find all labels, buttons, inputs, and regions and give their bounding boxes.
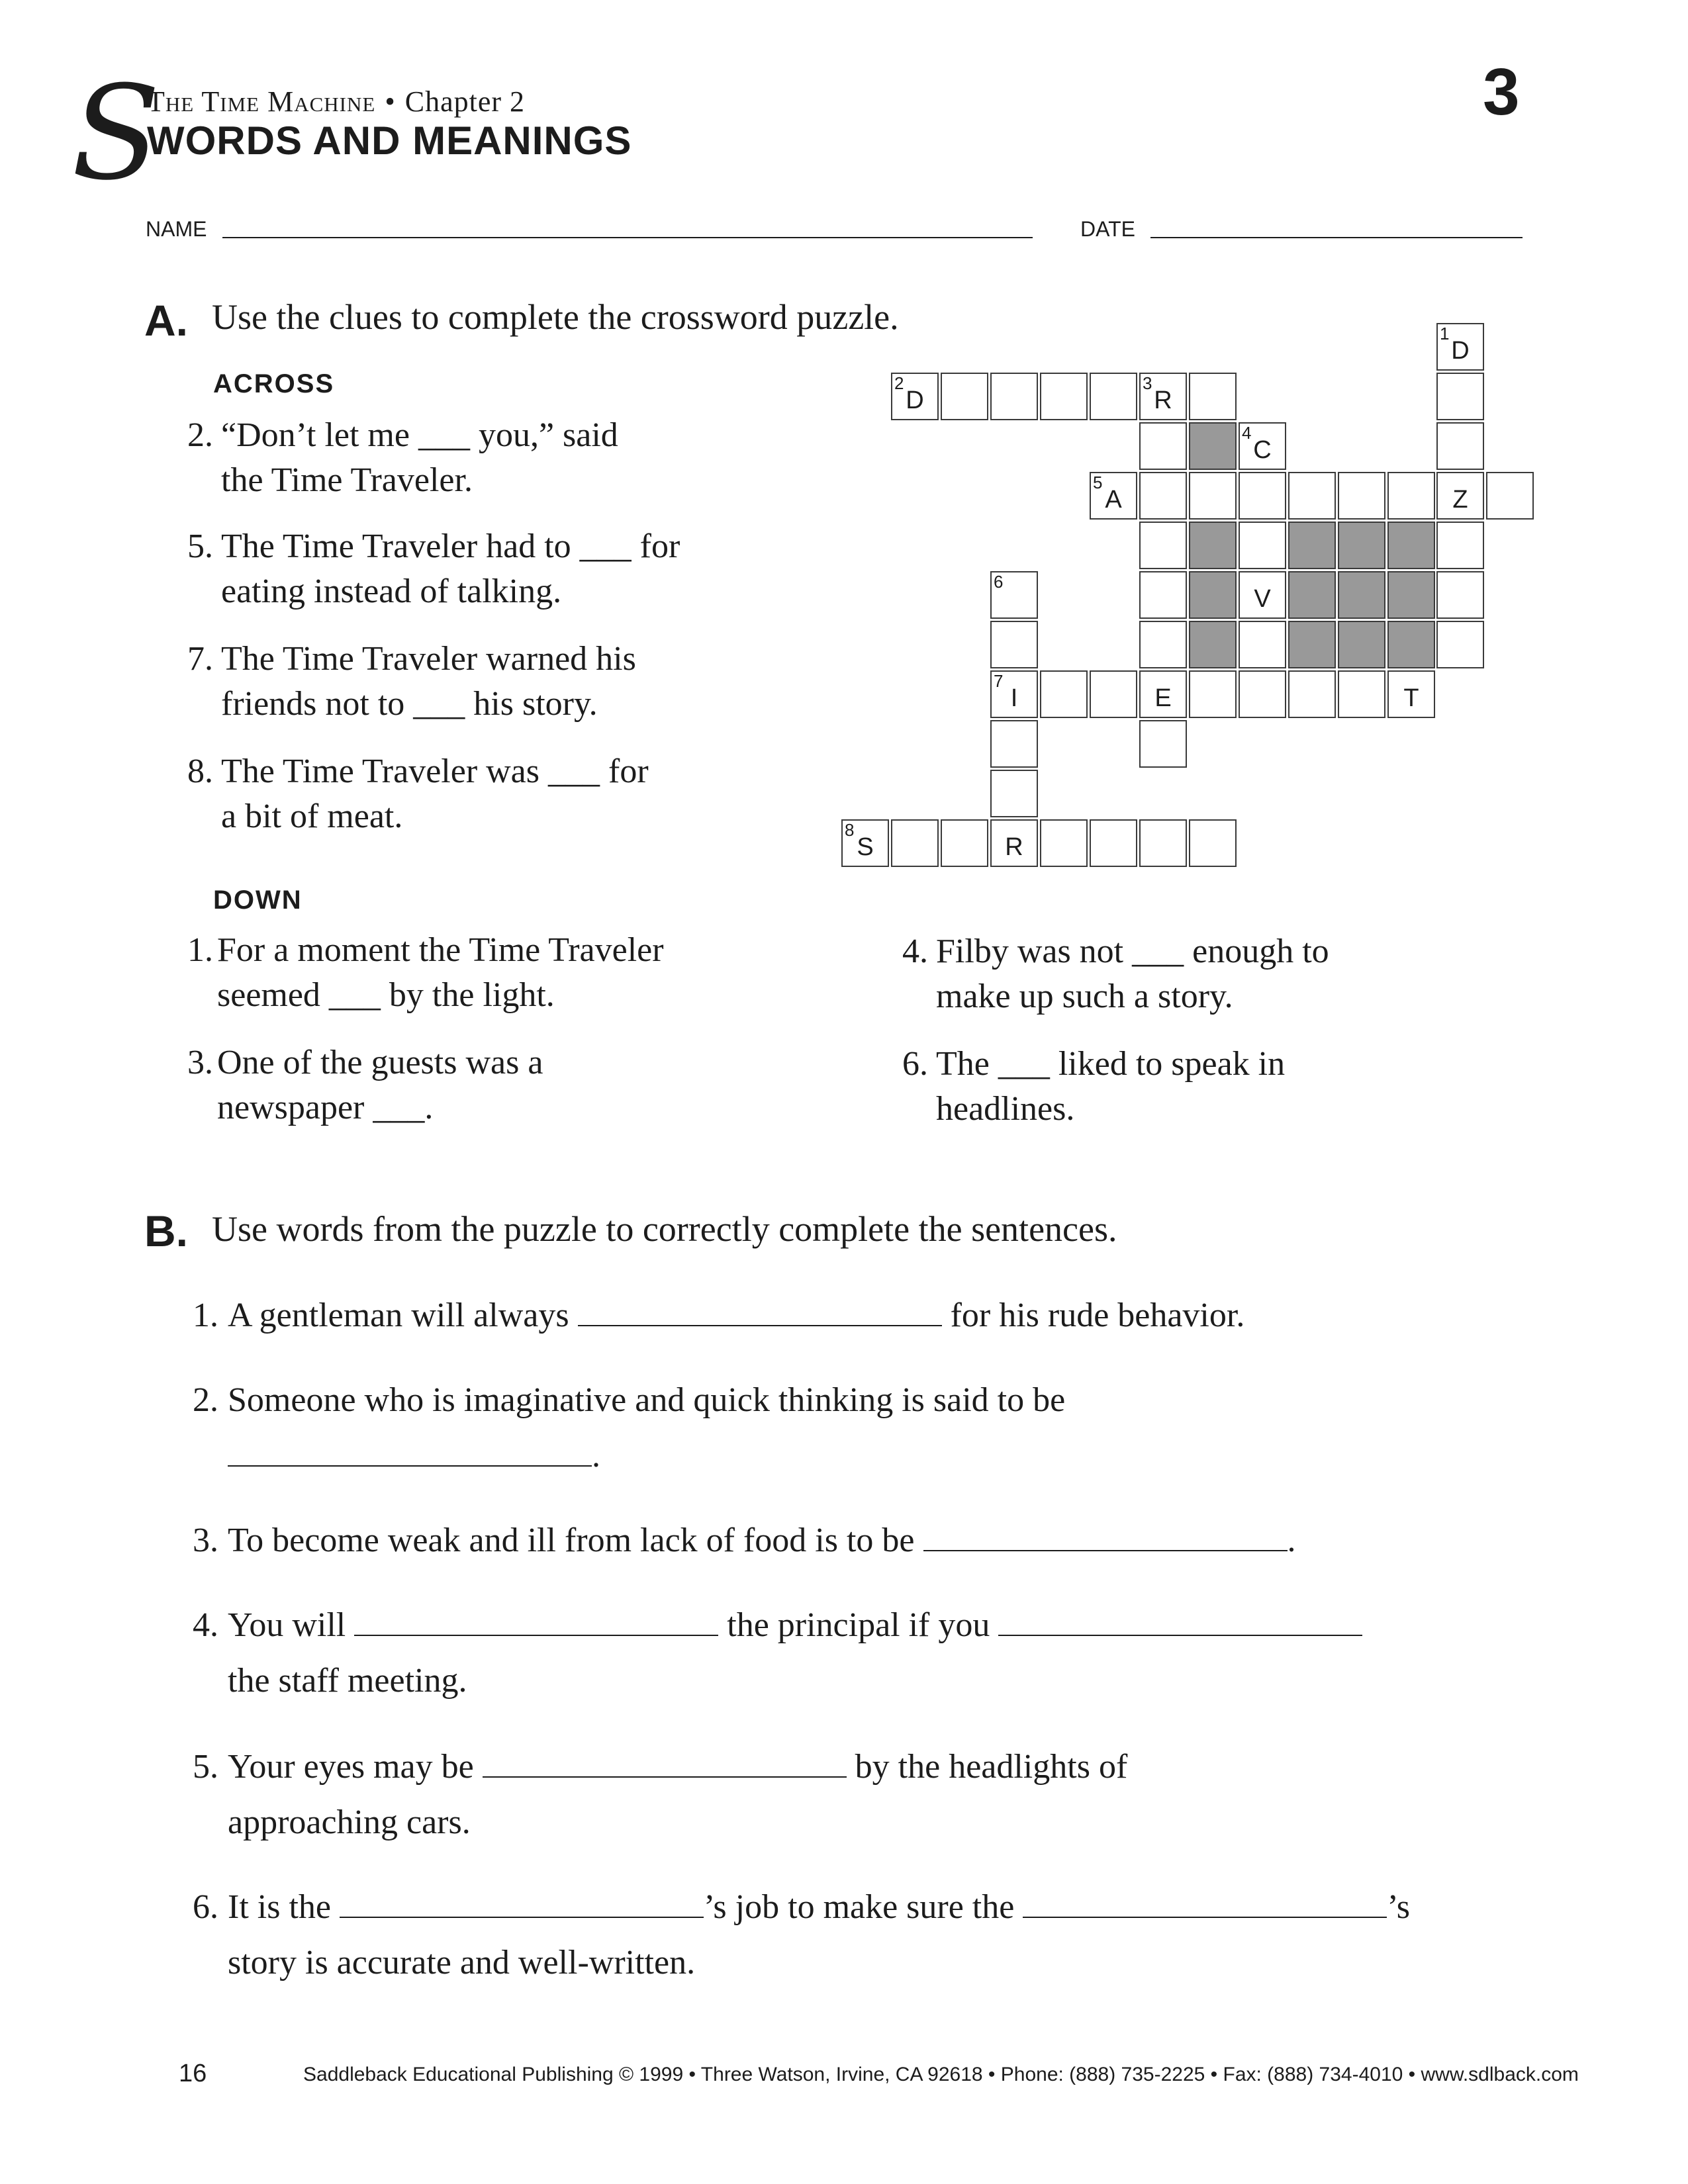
crossword-shaded-block [1189,571,1237,619]
sentence-item [165,1513,1556,1572]
crossword-cell[interactable] [1139,571,1187,619]
section-b-letter: B. [144,1206,188,1255]
answer-blank[interactable] [578,1295,942,1326]
crossword-shaded-block [1189,422,1237,470]
crossword-cell[interactable] [1436,621,1484,668]
clue-number: 5. [187,527,213,565]
sentence-item [165,1598,1556,1710]
answer-blank[interactable] [483,1746,847,1778]
sentence-text: It is the ’s job to make sure the ’s story is accurate and well-written. [228,1880,1410,1991]
down-heading: DOWN [213,886,303,915]
section-a-letter: A. [144,296,188,345]
crossword-cell[interactable]: 8 S [841,819,889,867]
crossword-cell[interactable] [1338,670,1385,718]
crossword-shaded-block [1338,621,1385,668]
crossword-shaded-block [1189,522,1237,569]
crossword-shaded-block [1288,621,1336,668]
sentence-item [165,1288,1556,1347]
clue-text: The Time Traveler was ___ for a bit of meat. [221,752,649,835]
across-heading: ACROSS [213,369,335,398]
sentence-text: Your eyes may be by the headlights of approaching cars. [228,1739,1127,1850]
crossword-cell[interactable] [1486,472,1534,520]
crossword-cell[interactable]: 5 A [1090,472,1137,520]
sentence-number: 6. [193,1888,218,1926]
clue-text: The ___ liked to speak in headlines. [936,1045,1286,1128]
crossword-cell[interactable] [1189,819,1237,867]
crossword-cell[interactable] [990,621,1038,668]
clue-text: The Time Traveler warned his friends not to ___ his story. [221,640,636,723]
crossword-cell[interactable] [1239,621,1286,668]
sentence-number: 5. [193,1748,218,1786]
answer-blank[interactable] [340,1886,704,1918]
crossword-cell[interactable] [1139,819,1187,867]
sentence-text: You will the principal if you the staff meeting. [228,1598,1362,1709]
crossword-cell[interactable]: 4 C [1239,422,1286,470]
crossword-cell[interactable]: 6 [990,571,1038,619]
crossword-cell[interactable]: 3 R [1139,373,1187,420]
down-clue [165,1040,827,1133]
name-field[interactable] [222,237,1033,238]
clue-number: 4. [902,933,928,970]
sentence-text: To become weak and ill from lack of food is to be . [228,1513,1296,1569]
clue-number: 8. [187,752,213,790]
section-a-instruction: Use the clues to complete the crossword puzzle. [212,297,899,337]
down-clue [880,929,1542,1022]
crossword-shaded-block [1387,621,1435,668]
crossword-shaded-block [1288,522,1336,569]
crossword-cell[interactable] [1040,670,1088,718]
sentence-number: 2. [193,1381,218,1419]
crossword-cell[interactable] [1436,522,1484,569]
answer-blank[interactable] [923,1520,1288,1551]
sentence-item [165,1739,1556,1852]
answer-blank[interactable] [228,1435,592,1467]
crossword-cell[interactable] [1139,422,1187,470]
down-clue [880,1042,1542,1134]
crossword-cell[interactable] [1288,472,1336,520]
across-clue [165,524,827,617]
sentence-text: Someone who is imaginative and quick thinking is said to be . [228,1381,1066,1475]
crossword-cell[interactable] [891,819,939,867]
crossword-cell[interactable]: E [1139,670,1187,718]
crossword-cell[interactable] [1239,472,1286,520]
clue-number: 1. [187,931,213,969]
crossword-cell[interactable] [1040,373,1088,420]
crossword-cell[interactable] [1288,670,1336,718]
chapter-label: Chapter 2 [404,85,526,118]
crossword-cell[interactable] [1239,522,1286,569]
crossword-shaded-block [1338,571,1385,619]
book-title: The Time Machine [147,85,376,118]
publisher-logo: S [71,58,161,209]
crossword-cell[interactable] [941,373,988,420]
clue-text: For a moment the Time Traveler seemed ___ by the light. [217,931,664,1014]
crossword-cell[interactable] [990,770,1038,817]
crossword-cell[interactable] [1436,571,1484,619]
crossword-cell[interactable] [1090,819,1137,867]
across-clue [165,637,827,729]
crossword-cell[interactable] [1239,670,1286,718]
clue-text: One of the guests was a newspaper ___. [217,1044,543,1126]
answer-blank[interactable] [1023,1886,1387,1918]
clue-text: Filby was not ___ enough to make up such a story. [936,933,1329,1015]
crossword-cell[interactable] [990,720,1038,768]
crossword-shaded-block [1338,522,1385,569]
page-number: 16 [179,2060,207,2087]
crossword-cell[interactable] [1139,720,1187,768]
crossword-cell[interactable] [1090,373,1137,420]
clue-text: “Don’t let me ___ you,” said the Time Traveler. [221,416,618,499]
crossword-cell[interactable]: 2 D [891,373,939,420]
crossword-cell[interactable] [941,819,988,867]
crossword-shaded-block [1189,621,1237,668]
name-label: NAME [146,217,207,241]
crossword-cell[interactable] [1338,472,1385,520]
crossword-shaded-block [1387,571,1435,619]
sentence-number: 4. [193,1606,218,1644]
date-label: DATE [1080,217,1135,241]
crossword-cell[interactable] [1387,472,1435,520]
crossword-cell[interactable] [990,373,1038,420]
publisher-credit: Saddleback Educational Publishing © 1999 • Three Watson, Irvine, CA 92618 • Phone: (888) 735-2225 • Fax: (888) 734-4010 • www.sdlback.com [303,2064,1579,2085]
crossword-cell[interactable]: Z [1436,472,1484,520]
sentence-number: 1. [193,1297,218,1334]
clue-number: 2. [187,416,213,454]
down-clue [165,928,827,1021]
crossword-cell[interactable] [1189,373,1237,420]
clue-number: 7. [187,640,213,678]
crossword-shaded-block [1387,522,1435,569]
across-clue [165,413,827,506]
sentence-text: A gentleman will always for his rude behavior. [228,1288,1244,1343]
crossword-cell[interactable]: R [990,819,1038,867]
section-b-instruction: Use words from the puzzle to correctly complete the sentences. [212,1209,1117,1249]
crossword-cell[interactable] [1139,472,1187,520]
crossword-cell[interactable]: 1 D [1436,323,1484,371]
crossword-cell[interactable]: 7 I [990,670,1038,718]
worksheet-number: 3 [1483,55,1520,129]
page-title: WORDS AND MEANINGS [147,118,632,163]
date-field[interactable] [1150,237,1523,238]
crossword-cell[interactable] [1090,670,1137,718]
clue-text: The Time Traveler had to ___ for eating instead of talking. [221,527,680,610]
crossword-cell[interactable] [1139,522,1187,569]
answer-blank[interactable] [998,1604,1362,1636]
answer-blank[interactable] [354,1604,718,1636]
crossword-cell[interactable] [1436,373,1484,420]
sentence-number: 3. [193,1522,218,1559]
crossword-cell[interactable]: T [1387,670,1435,718]
clue-number: 3. [187,1044,213,1081]
crossword-cell[interactable] [1040,819,1088,867]
crossword-cell[interactable] [1436,422,1484,470]
separator-dot: • [385,85,396,118]
crossword-cell[interactable] [1189,472,1237,520]
crossword-cell[interactable] [1189,670,1237,718]
book-chapter-line [147,85,525,118]
across-clue [165,749,827,842]
crossword-cell[interactable]: V [1239,571,1286,619]
crossword-shaded-block [1288,571,1336,619]
sentence-item [165,1373,1556,1485]
sentence-item [165,1880,1556,1992]
crossword-cell[interactable] [1139,621,1187,668]
clue-number: 6. [902,1045,928,1083]
